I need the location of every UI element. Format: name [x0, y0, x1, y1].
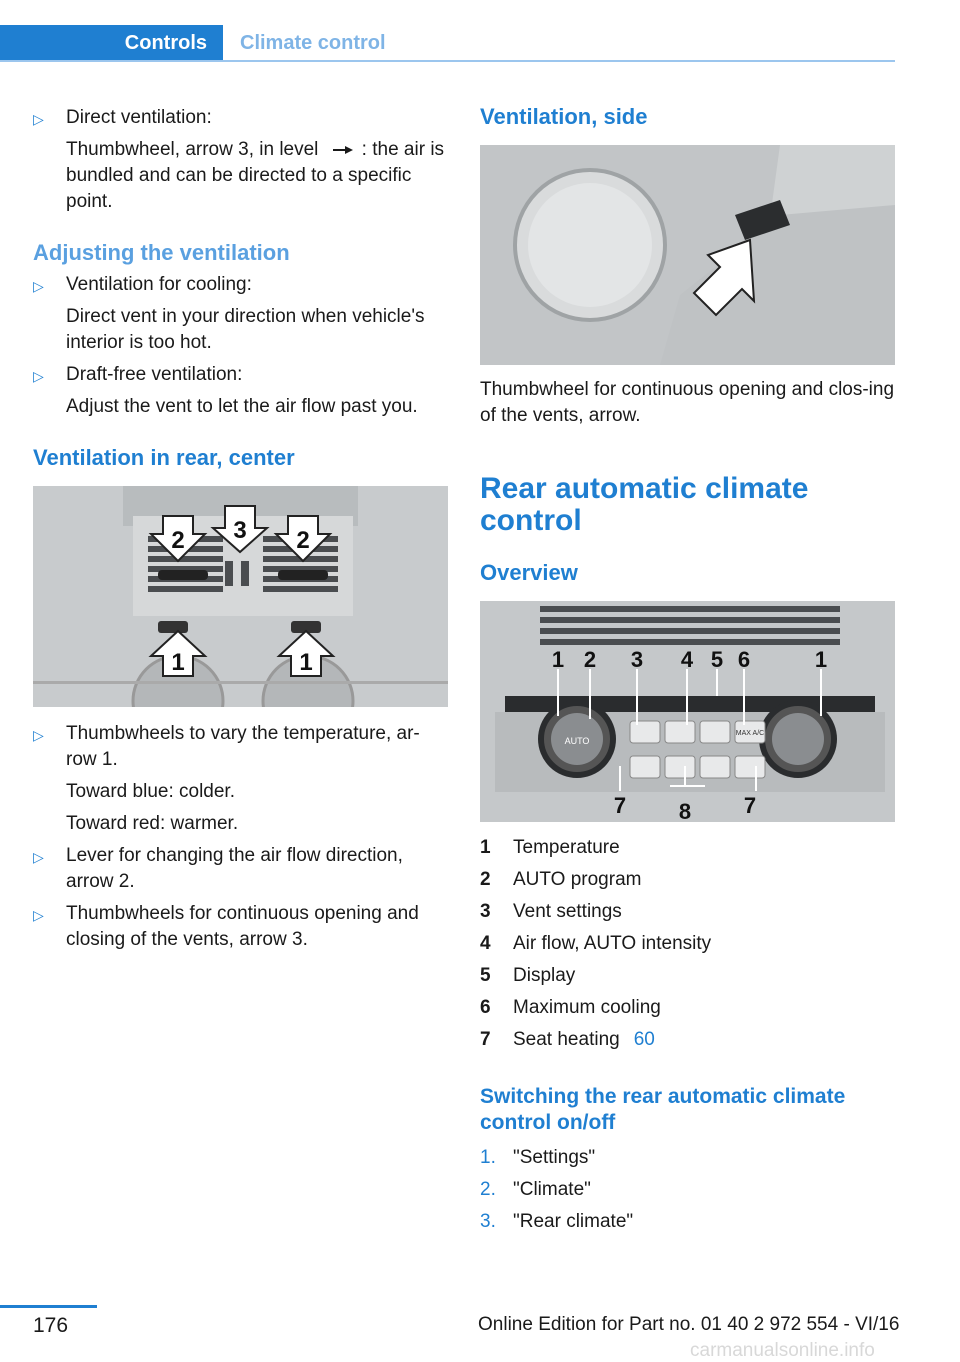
switching-steps [480, 1142, 896, 1238]
legend-item: 6 Maximum cooling [480, 997, 661, 1018]
image-label: 1 [299, 649, 313, 676]
triangle-bullet-icon: ▷ [33, 111, 44, 127]
triangle-bullet-icon: ▷ [33, 849, 44, 865]
bullet-thumbwheels-temperature: ▷ Thumbwheels to vary the temperature, ar‐row 1. Toward blue: colder. Toward red: warmer. [33, 723, 420, 834]
overview-legend [480, 832, 896, 1056]
right-column [480, 100, 896, 1238]
image-label: 6 [737, 647, 751, 672]
image-label: 4 [680, 647, 694, 672]
image-label: 1 [814, 647, 828, 672]
heading-rear-center: Ventilation in rear, center [33, 445, 295, 470]
left-column [33, 100, 449, 953]
legend-item: 2 AUTO program [480, 869, 642, 890]
image-label: 2 [583, 647, 597, 672]
triangle-bullet-icon: ▷ [33, 727, 44, 743]
step-item: 3. "Rear climate" [480, 1211, 634, 1232]
heading-adjusting-ventilation: Adjusting the ventilation [33, 240, 290, 265]
triangle-bullet-icon: ▷ [33, 907, 44, 923]
footer-divider [0, 1305, 97, 1308]
heading-overview: Overview [480, 560, 578, 585]
image-label: 1 [551, 647, 565, 672]
bullet-direct-ventilation [33, 105, 449, 215]
legend-item: 5 Display [480, 965, 576, 986]
image-label: 2 [296, 527, 310, 554]
image-label-auto: AUTO [564, 736, 590, 746]
bullet-title: Direct ventilation: [66, 107, 212, 128]
watermark: carmanualsonline.info [690, 1340, 875, 1361]
side-vent-caption: Thumbwheel for continuous opening and clos‐ing of the vents, arrow. [480, 379, 895, 426]
image-label-max: MAX A/C [735, 730, 765, 737]
page-number: 176 [33, 1314, 69, 1337]
arrow-right-icon [332, 145, 354, 155]
heading-rear-automatic-climate: Rear automatic climate control [480, 472, 809, 537]
heading-switching-rear-climate: Switching the rear automatic climate control on/off [480, 1085, 846, 1134]
section-tab-climate-control[interactable]: Climate control [240, 31, 386, 54]
bullet-draft-free: ▷ Draft-free ventilation: Adjust the vent to let the air flow past you. [33, 364, 418, 417]
legend-item: 4 Air flow, AUTO intensity [480, 933, 712, 954]
image-label: 7 [743, 793, 757, 818]
rear-center-vents-image [33, 486, 448, 707]
bullet-ventilation-cooling: ▷ Ventilation for cooling: Direct vent in your direction when vehicle's interior is too hot. [33, 274, 425, 353]
page-header [0, 0, 895, 62]
section-tab-controls[interactable]: Controls [0, 25, 223, 61]
bullet-thumbwheels-vents: ▷ Thumbwheels for continuous opening and closing of the vents, arrow 3. [33, 903, 419, 950]
legend-item: 1 Temperature [480, 837, 620, 858]
bullet-text: Thumbwheel, arrow 3, in level : the air is bundled and can be directed to a specific point. [66, 139, 445, 212]
edition-text: Online Edition for Part no. 01 40 2 972 554 - VI/16 [478, 1314, 900, 1335]
triangle-bullet-icon: ▷ [33, 278, 44, 294]
image-label: 1 [171, 649, 185, 676]
image-label: 7 [613, 793, 627, 818]
triangle-bullet-icon: ▷ [33, 368, 44, 384]
page-reference-link[interactable]: 60 [633, 1029, 655, 1050]
image-label: 3 [630, 647, 644, 672]
heading-ventilation-side: Ventilation, side [480, 104, 648, 129]
legend-item: 3 Vent settings [480, 901, 622, 922]
image-label: 8 [678, 799, 692, 822]
header-divider [0, 60, 895, 62]
image-label: 2 [171, 527, 185, 554]
rear-climate-panel-image [480, 601, 895, 822]
step-item: 1. "Settings" [480, 1147, 596, 1168]
image-label: 3 [233, 517, 247, 544]
step-item: 2. "Climate" [480, 1179, 591, 1200]
legend-item: 7 Seat heating 60 [480, 1024, 896, 1056]
bullet-lever-air-flow: ▷ Lever for changing the air flow direction, arrow 2. [33, 845, 403, 892]
image-label: 5 [710, 647, 724, 672]
side-vent-image [480, 145, 895, 365]
